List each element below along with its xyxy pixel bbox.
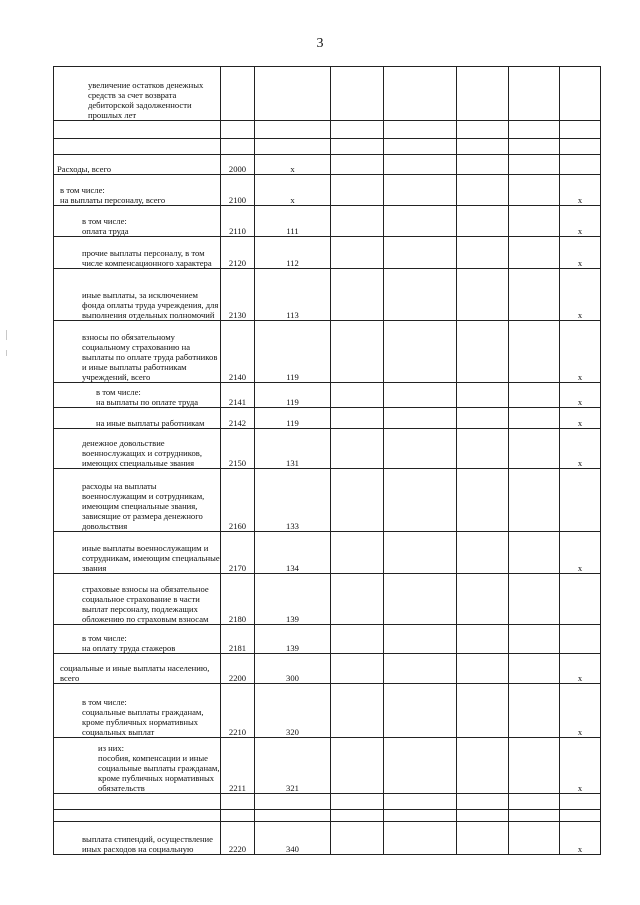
row-value-cell	[331, 738, 384, 794]
row-description: расходы на выплаты военнослужащим и сотрудникам, имеющим специальные звания, зависящие от размера денежного довольствия	[54, 469, 221, 532]
row-value-cell	[331, 654, 384, 684]
row-classification-code: x	[255, 155, 331, 175]
row-value-cell	[509, 429, 560, 469]
row-value-cell	[509, 383, 560, 408]
row-description: прочие выплаты персоналу, в том числе компенсационного характера	[54, 237, 221, 269]
table-row	[54, 175, 601, 206]
row-code	[221, 794, 255, 810]
row-code	[221, 810, 255, 822]
table-row	[54, 206, 601, 237]
row-code	[221, 121, 255, 139]
row-code	[221, 67, 255, 121]
row-value-cell	[384, 738, 457, 794]
row-code: 2150	[221, 429, 255, 469]
row-description	[54, 794, 221, 810]
row-last-mark: x	[560, 429, 601, 469]
row-value-cell	[384, 469, 457, 532]
row-description: в том числе: на выплаты персоналу, всего	[54, 175, 221, 206]
row-classification-code: 113	[255, 269, 331, 321]
row-value-cell	[509, 469, 560, 532]
row-value-cell	[457, 206, 509, 237]
scan-margin-mark	[6, 350, 7, 356]
row-value-cell	[509, 532, 560, 574]
row-description: иные выплаты, за исключением фонда оплаты труда учреждения, для выполнения отдельных полномочий	[54, 269, 221, 321]
row-last-mark: x	[560, 269, 601, 321]
row-last-mark	[560, 155, 601, 175]
row-value-cell	[457, 67, 509, 121]
row-value-cell	[331, 383, 384, 408]
row-value-cell	[457, 321, 509, 383]
row-value-cell	[509, 206, 560, 237]
row-classification-code	[255, 67, 331, 121]
row-classification-code: x	[255, 175, 331, 206]
row-value-cell	[457, 794, 509, 810]
row-value-cell	[509, 237, 560, 269]
row-description	[54, 121, 221, 139]
row-value-cell	[384, 822, 457, 855]
row-code: 2140	[221, 321, 255, 383]
row-value-cell	[384, 206, 457, 237]
row-value-cell	[457, 121, 509, 139]
row-value-cell	[457, 822, 509, 855]
row-last-mark	[560, 139, 601, 155]
row-value-cell	[457, 574, 509, 625]
row-value-cell	[509, 810, 560, 822]
table-row	[54, 684, 601, 738]
row-description: взносы по обязательному социальному страхованию на выплаты по оплате труда работников и иные выплаты работникам учреждений, всего	[54, 321, 221, 383]
row-code: 2170	[221, 532, 255, 574]
row-value-cell	[384, 139, 457, 155]
row-description: в том числе: на выплаты по оплате труда	[54, 383, 221, 408]
row-description: в том числе: оплата труда	[54, 206, 221, 237]
row-last-mark: x	[560, 408, 601, 429]
row-code: 2210	[221, 684, 255, 738]
row-value-cell	[457, 684, 509, 738]
row-code: 2110	[221, 206, 255, 237]
table-row	[54, 654, 601, 684]
row-description	[54, 810, 221, 822]
row-last-mark: x	[560, 822, 601, 855]
page-number: 3	[316, 36, 324, 51]
row-value-cell	[331, 574, 384, 625]
row-code: 2142	[221, 408, 255, 429]
row-last-mark: x	[560, 532, 601, 574]
row-value-cell	[384, 574, 457, 625]
row-code	[221, 139, 255, 155]
row-value-cell	[509, 121, 560, 139]
row-value-cell	[384, 269, 457, 321]
row-value-cell	[457, 532, 509, 574]
table-row	[54, 574, 601, 625]
row-value-cell	[331, 237, 384, 269]
row-value-cell	[457, 654, 509, 684]
row-value-cell	[331, 532, 384, 574]
row-value-cell	[331, 121, 384, 139]
row-description: выплата стипендий, осуществление иных расходов на социальную	[54, 822, 221, 855]
row-value-cell	[384, 67, 457, 121]
row-code: 2180	[221, 574, 255, 625]
row-value-cell	[384, 810, 457, 822]
scan-margin-mark	[6, 330, 7, 340]
row-code: 2120	[221, 237, 255, 269]
row-value-cell	[384, 532, 457, 574]
row-value-cell	[509, 408, 560, 429]
row-last-mark: x	[560, 383, 601, 408]
row-value-cell	[384, 625, 457, 654]
row-classification-code	[255, 139, 331, 155]
row-value-cell	[457, 469, 509, 532]
row-value-cell	[457, 738, 509, 794]
row-value-cell	[457, 139, 509, 155]
row-value-cell	[384, 155, 457, 175]
table-row	[54, 822, 601, 855]
table-row	[54, 269, 601, 321]
table-row	[54, 383, 601, 408]
row-classification-code: 131	[255, 429, 331, 469]
row-last-mark: x	[560, 206, 601, 237]
row-classification-code: 111	[255, 206, 331, 237]
row-value-cell	[509, 625, 560, 654]
row-value-cell	[331, 321, 384, 383]
row-last-mark	[560, 810, 601, 822]
row-value-cell	[509, 822, 560, 855]
row-value-cell	[509, 139, 560, 155]
row-description: Расходы, всего	[54, 155, 221, 175]
row-value-cell	[331, 794, 384, 810]
row-last-mark: x	[560, 654, 601, 684]
row-code: 2130	[221, 269, 255, 321]
row-code: 2200	[221, 654, 255, 684]
table-row	[54, 794, 601, 810]
row-value-cell	[331, 206, 384, 237]
row-value-cell	[384, 408, 457, 429]
row-value-cell	[331, 155, 384, 175]
row-value-cell	[457, 429, 509, 469]
row-value-cell	[457, 810, 509, 822]
row-classification-code: 300	[255, 654, 331, 684]
table-row	[54, 408, 601, 429]
row-last-mark: x	[560, 738, 601, 794]
row-value-cell	[331, 684, 384, 738]
row-value-cell	[509, 321, 560, 383]
row-value-cell	[384, 654, 457, 684]
table-row	[54, 625, 601, 654]
table-row	[54, 810, 601, 822]
row-value-cell	[384, 429, 457, 469]
row-code: 2100	[221, 175, 255, 206]
row-classification-code: 119	[255, 383, 331, 408]
row-description: увеличение остатков денежных средств за счет возврата дебиторской задолженности прошлых лет	[54, 67, 221, 121]
row-classification-code: 133	[255, 469, 331, 532]
row-description: социальные и иные выплаты населению, всего	[54, 654, 221, 684]
row-value-cell	[331, 469, 384, 532]
row-value-cell	[331, 67, 384, 121]
table-row	[54, 321, 601, 383]
row-code: 2160	[221, 469, 255, 532]
row-value-cell	[457, 155, 509, 175]
row-classification-code: 134	[255, 532, 331, 574]
table-row	[54, 738, 601, 794]
table-row	[54, 469, 601, 532]
table-row	[54, 121, 601, 139]
row-value-cell	[384, 684, 457, 738]
row-value-cell	[509, 175, 560, 206]
row-value-cell	[509, 794, 560, 810]
row-value-cell	[331, 175, 384, 206]
row-last-mark: x	[560, 175, 601, 206]
row-classification-code: 320	[255, 684, 331, 738]
row-description: иные выплаты военнослужащим и сотрудникам, имеющим специальные звания	[54, 532, 221, 574]
table-row	[54, 139, 601, 155]
row-description	[54, 139, 221, 155]
row-value-cell	[331, 408, 384, 429]
row-value-cell	[509, 155, 560, 175]
row-value-cell	[331, 625, 384, 654]
row-value-cell	[457, 383, 509, 408]
row-classification-code	[255, 121, 331, 139]
row-description: на иные выплаты работникам	[54, 408, 221, 429]
table-row	[54, 67, 601, 121]
row-value-cell	[384, 794, 457, 810]
row-value-cell	[384, 383, 457, 408]
row-classification-code	[255, 794, 331, 810]
row-code: 2000	[221, 155, 255, 175]
table-row	[54, 532, 601, 574]
table-row	[54, 155, 601, 175]
row-description: из них: пособия, компенсации и иные социальные выплаты гражданам, кроме публичных нормативных обязательств	[54, 738, 221, 794]
row-last-mark	[560, 574, 601, 625]
row-value-cell	[331, 269, 384, 321]
row-classification-code: 321	[255, 738, 331, 794]
expenses-table	[53, 66, 601, 855]
row-value-cell	[509, 269, 560, 321]
row-last-mark: x	[560, 684, 601, 738]
row-classification-code: 139	[255, 574, 331, 625]
row-value-cell	[384, 121, 457, 139]
row-value-cell	[384, 321, 457, 383]
row-value-cell	[509, 574, 560, 625]
table-row	[54, 237, 601, 269]
row-value-cell	[384, 175, 457, 206]
row-value-cell	[457, 269, 509, 321]
table-row	[54, 429, 601, 469]
row-value-cell	[509, 654, 560, 684]
row-description: в том числе: социальные выплаты гражданам, кроме публичных нормативных социальных выплат	[54, 684, 221, 738]
row-value-cell	[509, 684, 560, 738]
row-classification-code	[255, 810, 331, 822]
row-value-cell	[457, 625, 509, 654]
row-value-cell	[509, 67, 560, 121]
row-classification-code: 119	[255, 408, 331, 429]
row-last-mark: x	[560, 237, 601, 269]
row-value-cell	[509, 738, 560, 794]
row-last-mark	[560, 67, 601, 121]
row-value-cell	[331, 429, 384, 469]
row-code: 2211	[221, 738, 255, 794]
row-code: 2220	[221, 822, 255, 855]
row-classification-code: 340	[255, 822, 331, 855]
row-value-cell	[457, 237, 509, 269]
row-code: 2181	[221, 625, 255, 654]
row-description: в том числе: на оплату труда стажеров	[54, 625, 221, 654]
row-value-cell	[457, 408, 509, 429]
row-description: денежное довольствие военнослужащих и сотрудников, имеющих специальные звания	[54, 429, 221, 469]
row-value-cell	[331, 139, 384, 155]
row-last-mark: x	[560, 321, 601, 383]
row-last-mark	[560, 469, 601, 532]
row-last-mark	[560, 625, 601, 654]
row-value-cell	[331, 810, 384, 822]
row-value-cell	[384, 237, 457, 269]
row-description: страховые взносы на обязательное социальное страхование в части выплат персоналу, подлежащих обложению по страховым взносам	[54, 574, 221, 625]
row-value-cell	[457, 175, 509, 206]
row-classification-code: 139	[255, 625, 331, 654]
row-value-cell	[331, 822, 384, 855]
row-classification-code: 112	[255, 237, 331, 269]
row-code: 2141	[221, 383, 255, 408]
row-classification-code: 119	[255, 321, 331, 383]
row-last-mark	[560, 121, 601, 139]
row-last-mark	[560, 794, 601, 810]
